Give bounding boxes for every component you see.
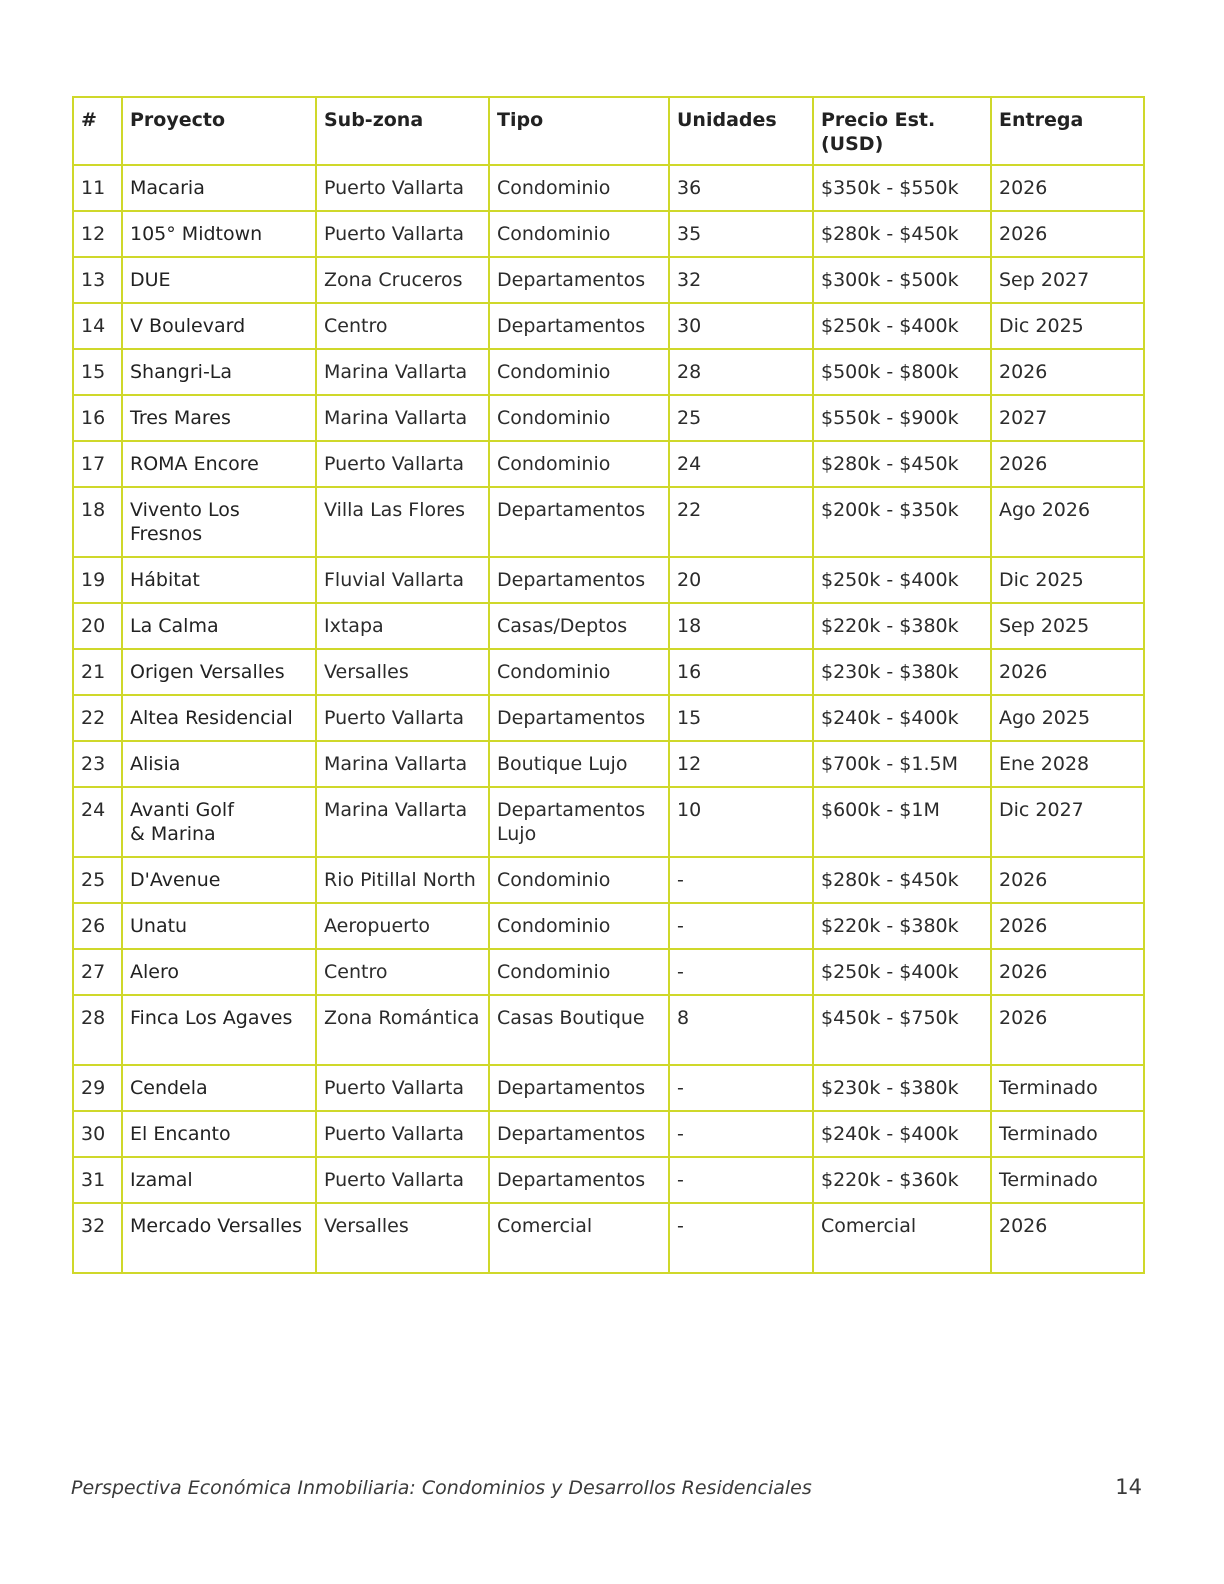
cell-number: 27: [73, 949, 122, 995]
cell-proyecto: V Boulevard: [122, 303, 316, 349]
cell-unidades: -: [669, 949, 813, 995]
table-row: [73, 649, 1144, 695]
cell-tipo: Condominio: [489, 165, 669, 211]
cell-number: 17: [73, 441, 122, 487]
table-row: [73, 557, 1144, 603]
cell-entrega: Ago 2026: [991, 487, 1144, 557]
cell-unidades: 28: [669, 349, 813, 395]
cell-precio: $280k - $450k: [813, 857, 991, 903]
cell-number: 31: [73, 1157, 122, 1203]
cell-unidades: -: [669, 1111, 813, 1157]
cell-entrega: Dic 2027: [991, 787, 1144, 857]
header-tipo: Tipo: [489, 97, 669, 165]
cell-proyecto: Alisia: [122, 741, 316, 787]
cell-number: 21: [73, 649, 122, 695]
cell-number: 16: [73, 395, 122, 441]
cell-unidades: 16: [669, 649, 813, 695]
cell-number: 13: [73, 257, 122, 303]
cell-tipo: Condominio: [489, 395, 669, 441]
cell-precio: $280k - $450k: [813, 211, 991, 257]
cell-proyecto: Alero: [122, 949, 316, 995]
table-row: [73, 1065, 1144, 1111]
cell-precio: $250k - $400k: [813, 303, 991, 349]
cell-unidades: 30: [669, 303, 813, 349]
projects-table: [72, 96, 1145, 1274]
cell-entrega: 2026: [991, 995, 1144, 1065]
cell-tipo: Condominio: [489, 903, 669, 949]
cell-unidades: 24: [669, 441, 813, 487]
cell-entrega: Terminado: [991, 1157, 1144, 1203]
cell-number: 25: [73, 857, 122, 903]
cell-unidades: 32: [669, 257, 813, 303]
cell-tipo: Departamentos: [489, 557, 669, 603]
cell-unidades: -: [669, 1203, 813, 1273]
cell-number: 23: [73, 741, 122, 787]
cell-sub-zona: Villa Las Flores: [316, 487, 489, 557]
cell-number: 18: [73, 487, 122, 557]
cell-unidades: 12: [669, 741, 813, 787]
cell-proyecto: ROMA Encore: [122, 441, 316, 487]
table-row: [73, 257, 1144, 303]
cell-tipo: Condominio: [489, 857, 669, 903]
cell-entrega: 2026: [991, 903, 1144, 949]
cell-precio: $250k - $400k: [813, 557, 991, 603]
cell-precio: $550k - $900k: [813, 395, 991, 441]
cell-sub-zona: Centro: [316, 949, 489, 995]
cell-entrega: Sep 2025: [991, 603, 1144, 649]
table-row: [73, 949, 1144, 995]
cell-entrega: 2026: [991, 649, 1144, 695]
cell-sub-zona: Marina Vallarta: [316, 349, 489, 395]
cell-tipo: Departamentos: [489, 303, 669, 349]
cell-number: 12: [73, 211, 122, 257]
cell-entrega: Ene 2028: [991, 741, 1144, 787]
cell-entrega: 2026: [991, 165, 1144, 211]
cell-proyecto: Mercado Versalles: [122, 1203, 316, 1273]
cell-precio: $280k - $450k: [813, 441, 991, 487]
cell-precio: $230k - $380k: [813, 1065, 991, 1111]
cell-number: 28: [73, 995, 122, 1065]
table-row: [73, 395, 1144, 441]
cell-sub-zona: Versalles: [316, 1203, 489, 1273]
cell-proyecto: La Calma: [122, 603, 316, 649]
cell-unidades: 8: [669, 995, 813, 1065]
cell-proyecto: Avanti Golf & Marina: [122, 787, 316, 857]
cell-unidades: 10: [669, 787, 813, 857]
cell-unidades: -: [669, 1065, 813, 1111]
header-number: #: [73, 97, 122, 165]
table-row: [73, 741, 1144, 787]
cell-precio: $700k - $1.5M: [813, 741, 991, 787]
cell-proyecto: Finca Los Agaves: [122, 995, 316, 1065]
cell-proyecto: DUE: [122, 257, 316, 303]
cell-unidades: 15: [669, 695, 813, 741]
cell-sub-zona: Versalles: [316, 649, 489, 695]
cell-proyecto: Origen Versalles: [122, 649, 316, 695]
cell-tipo: Condominio: [489, 441, 669, 487]
header-proyecto: Proyecto: [122, 97, 316, 165]
table-row: [73, 1157, 1144, 1203]
cell-unidades: 22: [669, 487, 813, 557]
cell-number: 19: [73, 557, 122, 603]
cell-precio: $220k - $380k: [813, 603, 991, 649]
cell-entrega: 2026: [991, 211, 1144, 257]
cell-number: 26: [73, 903, 122, 949]
table-row: [73, 995, 1144, 1065]
cell-proyecto: Vivento Los Fresnos: [122, 487, 316, 557]
cell-sub-zona: Puerto Vallarta: [316, 1065, 489, 1111]
cell-precio: $230k - $380k: [813, 649, 991, 695]
cell-entrega: Terminado: [991, 1111, 1144, 1157]
cell-proyecto: Cendela: [122, 1065, 316, 1111]
cell-tipo: Departamentos: [489, 257, 669, 303]
cell-entrega: Terminado: [991, 1065, 1144, 1111]
table-row: [73, 211, 1144, 257]
cell-precio: $500k - $800k: [813, 349, 991, 395]
header-unidades: Unidades: [669, 97, 813, 165]
cell-tipo: Departamentos: [489, 1111, 669, 1157]
table-row: [73, 487, 1144, 557]
cell-tipo: Casas/Deptos: [489, 603, 669, 649]
cell-tipo: Casas Boutique: [489, 995, 669, 1065]
cell-sub-zona: Marina Vallarta: [316, 395, 489, 441]
cell-sub-zona: Puerto Vallarta: [316, 1111, 489, 1157]
table-row: [73, 857, 1144, 903]
footer-document-title: Perspectiva Económica Inmobiliaria: Condominios y Desarrollos Residenciales: [71, 1477, 812, 1499]
cell-tipo: Comercial: [489, 1203, 669, 1273]
cell-precio: $220k - $360k: [813, 1157, 991, 1203]
cell-sub-zona: Marina Vallarta: [316, 787, 489, 857]
header-precio: Precio Est. (USD): [813, 97, 991, 165]
cell-proyecto: El Encanto: [122, 1111, 316, 1157]
cell-entrega: Dic 2025: [991, 303, 1144, 349]
table-row: [73, 165, 1144, 211]
table-row: [73, 1203, 1144, 1273]
cell-proyecto: Unatu: [122, 903, 316, 949]
cell-precio: $240k - $400k: [813, 1111, 991, 1157]
cell-number: 15: [73, 349, 122, 395]
cell-tipo: Condominio: [489, 649, 669, 695]
cell-precio: $300k - $500k: [813, 257, 991, 303]
cell-entrega: 2026: [991, 441, 1144, 487]
cell-unidades: -: [669, 857, 813, 903]
table-row: [73, 603, 1144, 649]
cell-sub-zona: Ixtapa: [316, 603, 489, 649]
cell-entrega: 2026: [991, 1203, 1144, 1273]
cell-entrega: 2026: [991, 949, 1144, 995]
cell-entrega: Dic 2025: [991, 557, 1144, 603]
table-row: [73, 303, 1144, 349]
cell-unidades: 20: [669, 557, 813, 603]
cell-entrega: 2026: [991, 857, 1144, 903]
cell-tipo: Departamentos: [489, 1157, 669, 1203]
footer-page-number: 14: [1115, 1475, 1142, 1499]
table-row: [73, 695, 1144, 741]
cell-precio: $600k - $1M: [813, 787, 991, 857]
cell-entrega: 2026: [991, 349, 1144, 395]
cell-number: 29: [73, 1065, 122, 1111]
cell-precio: $250k - $400k: [813, 949, 991, 995]
cell-sub-zona: Marina Vallarta: [316, 741, 489, 787]
cell-precio: $200k - $350k: [813, 487, 991, 557]
cell-unidades: 36: [669, 165, 813, 211]
cell-tipo: Departamentos: [489, 695, 669, 741]
cell-precio: Comercial: [813, 1203, 991, 1273]
cell-unidades: 25: [669, 395, 813, 441]
cell-tipo: Condominio: [489, 949, 669, 995]
cell-precio: $350k - $550k: [813, 165, 991, 211]
cell-tipo: Departamentos Lujo: [489, 787, 669, 857]
cell-unidades: -: [669, 903, 813, 949]
cell-sub-zona: Centro: [316, 303, 489, 349]
cell-entrega: Ago 2025: [991, 695, 1144, 741]
cell-sub-zona: Puerto Vallarta: [316, 165, 489, 211]
cell-number: 32: [73, 1203, 122, 1273]
cell-unidades: 18: [669, 603, 813, 649]
cell-precio: $450k - $750k: [813, 995, 991, 1065]
cell-sub-zona: Zona Romántica: [316, 995, 489, 1065]
cell-precio: $240k - $400k: [813, 695, 991, 741]
cell-sub-zona: Puerto Vallarta: [316, 211, 489, 257]
cell-proyecto: D'Avenue: [122, 857, 316, 903]
cell-proyecto: Macaria: [122, 165, 316, 211]
cell-tipo: Condominio: [489, 349, 669, 395]
cell-proyecto: Tres Mares: [122, 395, 316, 441]
cell-entrega: 2027: [991, 395, 1144, 441]
cell-precio: $220k - $380k: [813, 903, 991, 949]
cell-tipo: Boutique Lujo: [489, 741, 669, 787]
table-row: [73, 787, 1144, 857]
cell-number: 24: [73, 787, 122, 857]
cell-unidades: 35: [669, 211, 813, 257]
table-row: [73, 349, 1144, 395]
cell-proyecto: Hábitat: [122, 557, 316, 603]
cell-sub-zona: Puerto Vallarta: [316, 441, 489, 487]
table-row: [73, 903, 1144, 949]
cell-proyecto: 105° Midtown: [122, 211, 316, 257]
cell-number: 20: [73, 603, 122, 649]
cell-sub-zona: Puerto Vallarta: [316, 1157, 489, 1203]
table-header-row: [73, 97, 1144, 165]
cell-number: 14: [73, 303, 122, 349]
header-entrega: Entrega: [991, 97, 1144, 165]
cell-tipo: Condominio: [489, 211, 669, 257]
cell-number: 30: [73, 1111, 122, 1157]
cell-number: 22: [73, 695, 122, 741]
cell-entrega: Sep 2027: [991, 257, 1144, 303]
cell-unidades: -: [669, 1157, 813, 1203]
table-row: [73, 1111, 1144, 1157]
cell-sub-zona: Rio Pitillal North: [316, 857, 489, 903]
cell-number: 11: [73, 165, 122, 211]
table-row: [73, 441, 1144, 487]
cell-sub-zona: Zona Cruceros: [316, 257, 489, 303]
header-sub-zona: Sub-zona: [316, 97, 489, 165]
cell-tipo: Departamentos: [489, 487, 669, 557]
cell-proyecto: Altea Residencial: [122, 695, 316, 741]
cell-proyecto: Izamal: [122, 1157, 316, 1203]
cell-sub-zona: Fluvial Vallarta: [316, 557, 489, 603]
cell-proyecto: Shangri-La: [122, 349, 316, 395]
cell-sub-zona: Puerto Vallarta: [316, 695, 489, 741]
cell-sub-zona: Aeropuerto: [316, 903, 489, 949]
cell-tipo: Departamentos: [489, 1065, 669, 1111]
